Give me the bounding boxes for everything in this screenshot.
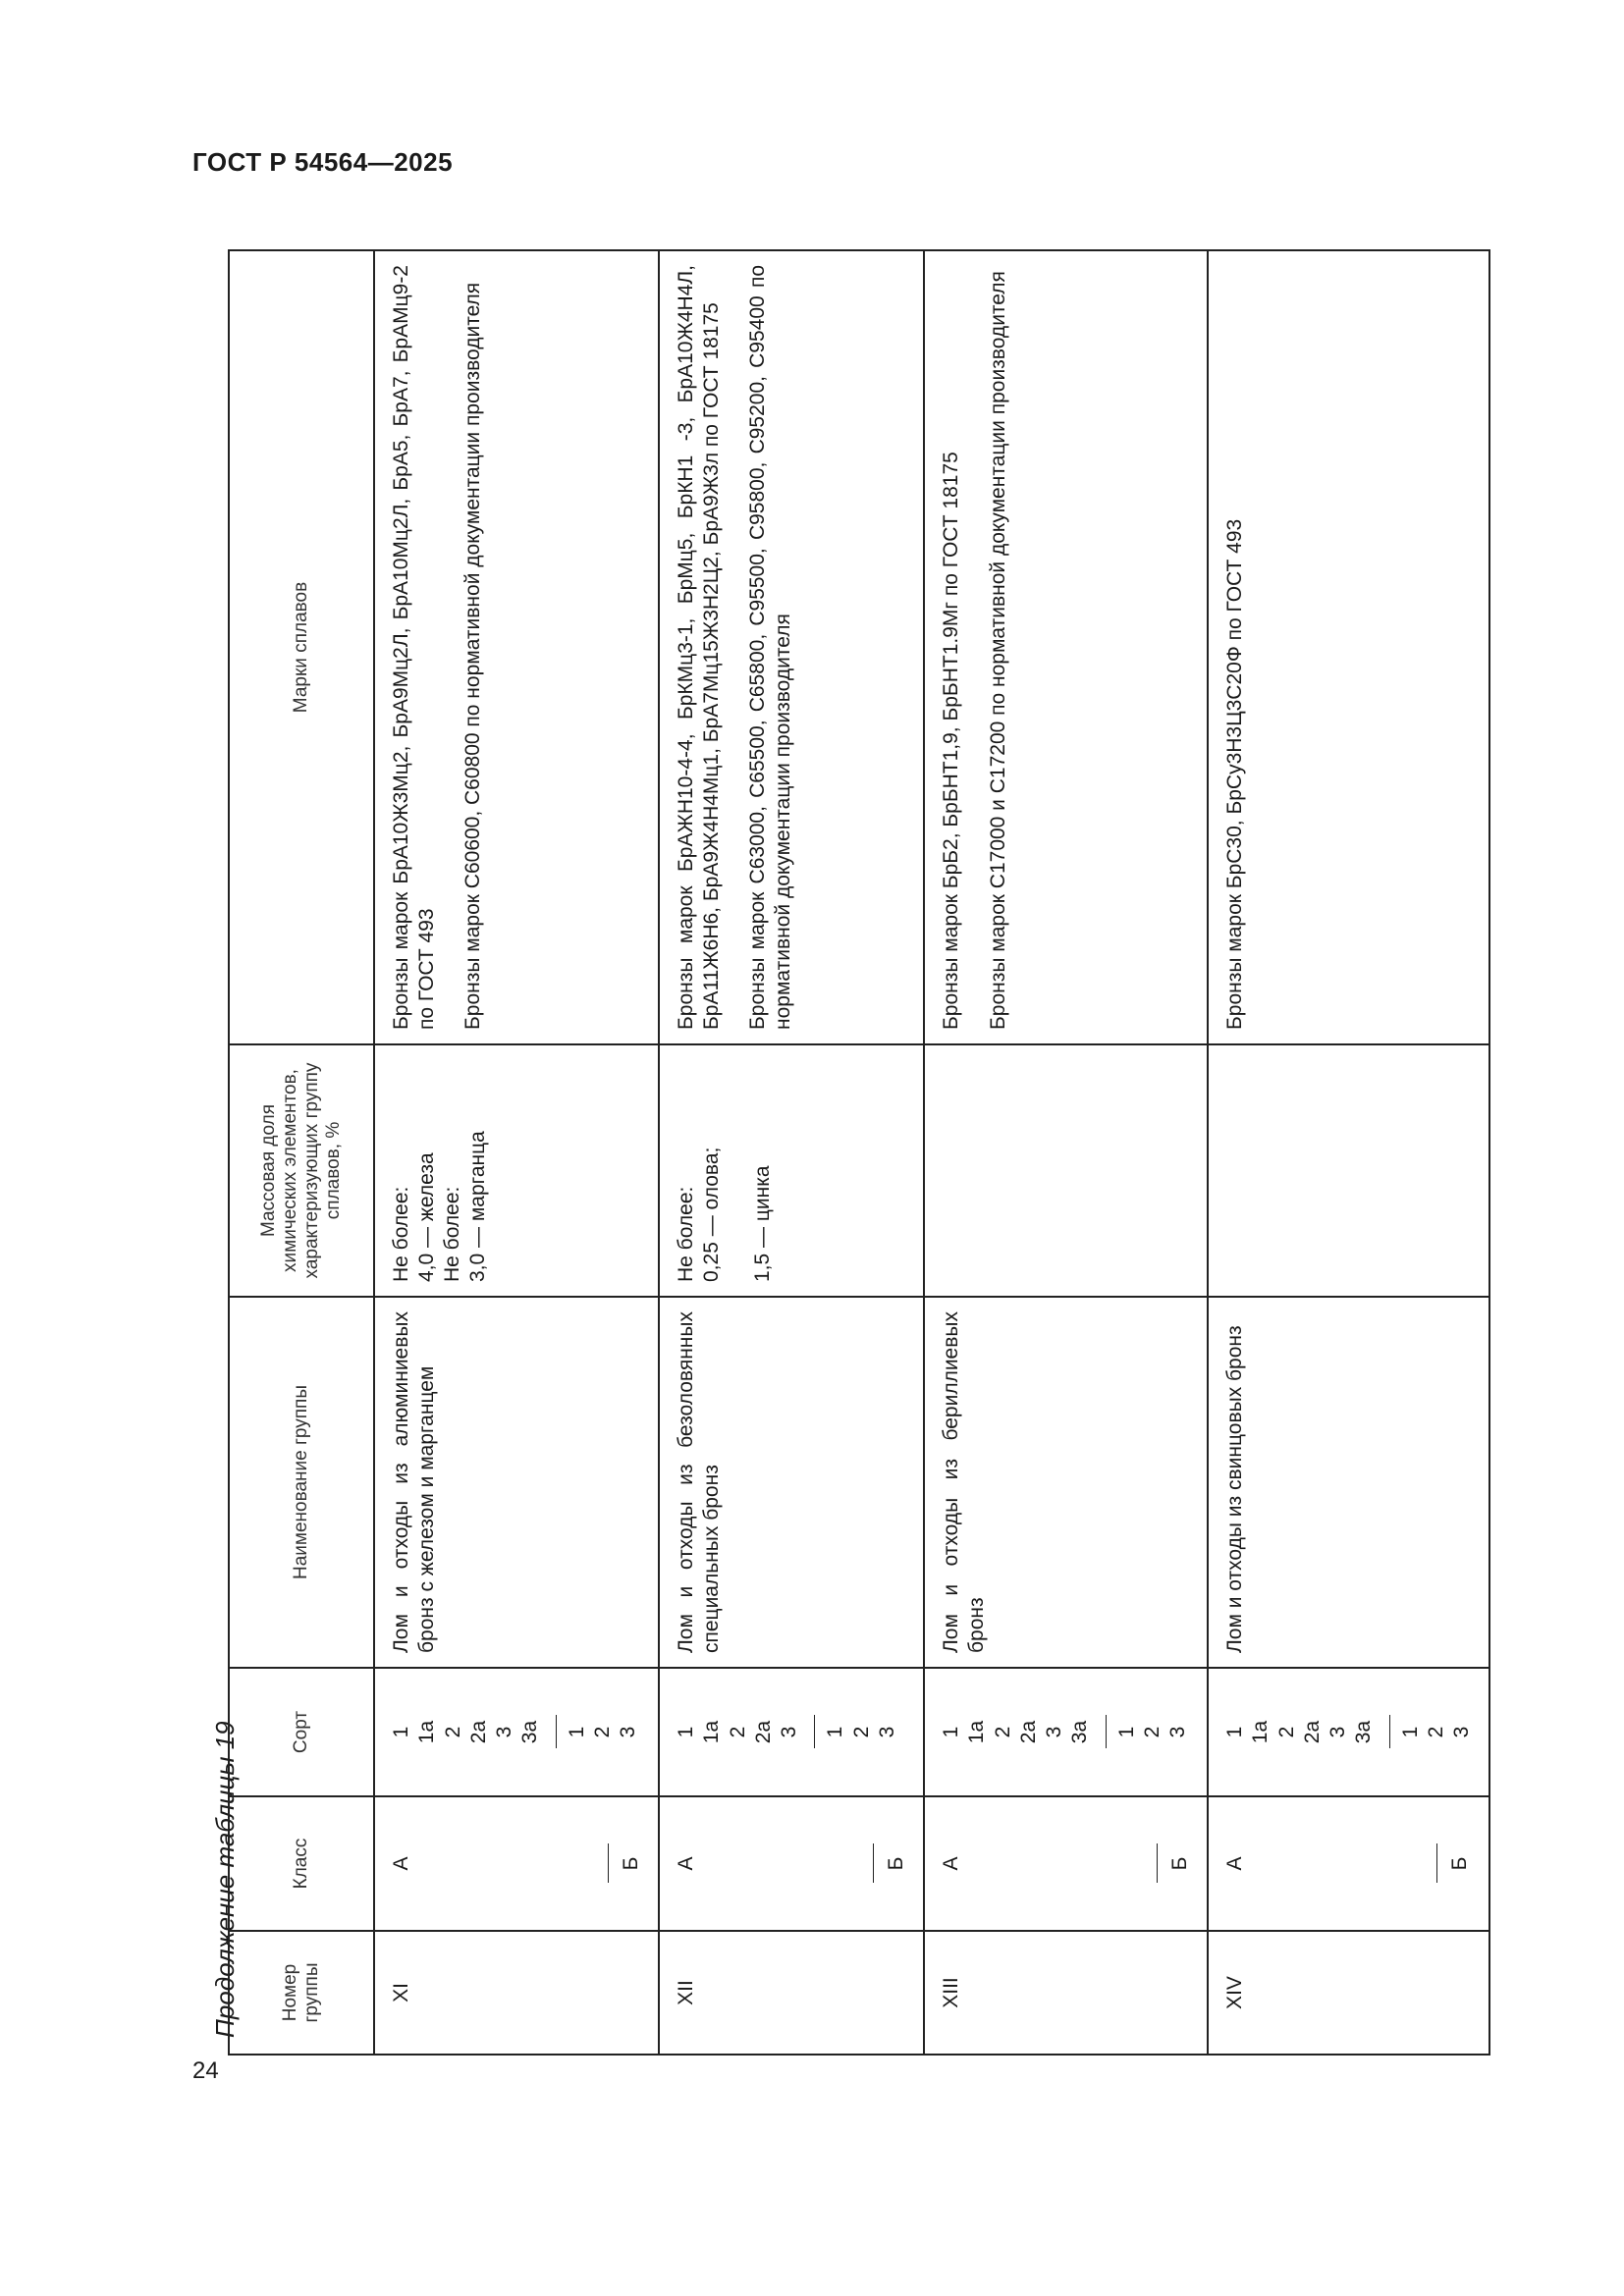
sort-value: 2а <box>466 1720 490 1744</box>
sort-value: 3 <box>875 1726 898 1738</box>
sort-value: 2а <box>1016 1720 1040 1744</box>
group-name-cell <box>659 1297 924 1668</box>
alloy-brands-text: Бронзы марок БрБ2, БрБНТ1,9, БрБНТ1.9Мг по ГОСТ 18175 <box>940 452 962 1030</box>
mass-fraction-line: 1,5 — цинка <box>751 1165 774 1282</box>
group-number-cell <box>659 1931 924 2055</box>
sort-cell <box>374 1668 659 1796</box>
group-number-cell <box>374 1931 659 2055</box>
mass-fraction-cell <box>374 1044 659 1297</box>
alloy-brands-cell <box>924 250 1208 1044</box>
class-cell <box>924 1796 1208 1931</box>
alloy-brands-cell <box>659 250 924 1044</box>
sort-value: 1 <box>1398 1726 1422 1738</box>
sort-value: 1 <box>824 1726 847 1738</box>
sort-value: 3 <box>1166 1726 1189 1738</box>
sort-value: 2 <box>1274 1726 1298 1738</box>
table-caption: Продолжение таблицы 19 <box>210 1721 240 2038</box>
col-header-alloy-brands: Марки сплавов <box>229 250 374 1044</box>
sort-list-a <box>1222 1682 1378 1782</box>
table-row <box>924 250 1208 2055</box>
sort-value: 1а <box>1249 1720 1272 1744</box>
sort-list-b <box>814 1716 900 1749</box>
class-a: А <box>675 1856 697 1871</box>
sort-value: 1 <box>390 1726 412 1738</box>
sort-list-a <box>674 1682 802 1782</box>
sort-value: 3 <box>1043 1726 1065 1738</box>
col-header-class: Класс <box>229 1796 374 1931</box>
group-name-cell <box>374 1297 659 1668</box>
sort-list-b <box>556 1716 642 1749</box>
group-name: Лом и отходы из свинцовых бронз <box>1223 1325 1246 1653</box>
table-header-row <box>229 250 374 2055</box>
sort-value: 1 <box>940 1726 962 1738</box>
group-name-cell <box>924 1297 1208 1668</box>
sort-value: 2 <box>991 1726 1014 1738</box>
alloy-brands-text: Бронзы марок БрАЖН10-4-4, БрКМц3-1, БрМц5, БрКН1 -3, БрА10Ж4Н4Л, БрА11Ж6Н6, БрА9Ж4Н4Мц1, БрА7Мц15Ж3Н2Ц2, БрА9Ж3л по ГОСТ 18175 <box>675 265 723 1030</box>
table-row <box>374 250 659 2055</box>
alloy-brands-text: Бронзы марок БрА10Ж3Мц2, БрА9Мц2Л, БрА10Мц2Л, БрА5, БрА7, БрАМц9-2 по ГОСТ 493 <box>390 265 438 1030</box>
sort-value: 1 <box>1114 1726 1138 1738</box>
group-number: XII <box>675 1980 697 2005</box>
mass-fraction-line: Не более: <box>441 1186 463 1282</box>
mass-fraction-line: 3,0 — марганца <box>466 1131 489 1282</box>
group-name-cell <box>1208 1297 1489 1668</box>
class-cell <box>374 1796 659 1931</box>
sort-value: 3а <box>518 1720 542 1744</box>
group-number: XIII <box>940 1977 962 2008</box>
sort-value: 2 <box>849 1726 873 1738</box>
sort-cell <box>659 1668 924 1796</box>
page-number: 24 <box>192 2057 219 2084</box>
sort-list-a <box>939 1682 1094 1782</box>
sort-value: 1 <box>565 1726 588 1738</box>
mass-fraction-line: 0,25 — олова; <box>700 1147 723 1282</box>
group-number: XIV <box>1223 1976 1246 2009</box>
sort-value: 2 <box>590 1726 614 1738</box>
class-b: Б <box>1436 1844 1473 1884</box>
mass-fraction-line: Не более: <box>675 1186 697 1282</box>
sort-list-b <box>1106 1716 1192 1749</box>
sort-value: 3 <box>778 1726 800 1738</box>
mass-fraction-line: Не более: <box>390 1186 412 1282</box>
class-cell <box>659 1796 924 1931</box>
sort-value: 3 <box>1450 1726 1473 1738</box>
class-a: А <box>940 1856 962 1871</box>
sort-value: 1а <box>415 1720 439 1744</box>
class-a: А <box>1223 1856 1246 1871</box>
class-cell <box>1208 1796 1489 1931</box>
mass-fraction-cell <box>659 1044 924 1297</box>
group-number-cell <box>924 1931 1208 2055</box>
sort-value: 2а <box>1300 1720 1324 1744</box>
sort-value: 2 <box>1424 1726 1447 1738</box>
mass-fraction-cell <box>1208 1044 1489 1297</box>
group-name: Лом и отходы из алюминиевых бронз с железом и марганцем <box>390 1311 438 1653</box>
col-header-sort: Сорт <box>229 1668 374 1796</box>
col-header-mass-fraction: Массовая доля химических элементов, характеризующих группу сплавов, % <box>229 1044 374 1297</box>
sort-list-b <box>1389 1716 1476 1749</box>
rotated-table-region <box>210 210 1534 2056</box>
sort-value: 1а <box>700 1720 724 1744</box>
group-name: Лом и отходы из безоловянных специальных бронз <box>675 1311 723 1653</box>
sort-value: 1 <box>675 1726 697 1738</box>
mass-fraction-line: 4,0 — железа <box>415 1152 438 1282</box>
sort-value: 2а <box>751 1720 775 1744</box>
col-header-group-number: Номер группы <box>229 1931 374 2055</box>
sort-value: 3а <box>1068 1720 1092 1744</box>
table-row <box>1208 250 1489 2055</box>
class-b: Б <box>608 1844 644 1884</box>
alloy-brands-text: Бронзы марок БрС30, БрСу3Н3Ц3С20Ф по ГОСТ 493 <box>1223 518 1246 1030</box>
sort-value: 2 <box>441 1726 464 1738</box>
sort-value: 2 <box>726 1726 749 1738</box>
alloy-brands-cell <box>1208 250 1489 1044</box>
group-number: XI <box>390 1983 412 2002</box>
class-b: Б <box>1157 1844 1193 1884</box>
sort-cell <box>924 1668 1208 1796</box>
sort-value: 3 <box>617 1726 639 1738</box>
group-name: Лом и отходы из бериллиевых бронз <box>940 1311 988 1653</box>
sort-value: 1 <box>1223 1726 1246 1738</box>
document-header: ГОСТ Р 54564—2025 <box>192 147 454 177</box>
alloy-brands-text: Бронзы марок С60600, С60800 по нормативной документации производителя <box>461 282 485 1030</box>
alloys-table <box>228 249 1490 2056</box>
sort-value: 2 <box>1140 1726 1164 1738</box>
sort-value: 3а <box>1352 1720 1376 1744</box>
sort-value: 1а <box>965 1720 989 1744</box>
sort-value: 3 <box>493 1726 515 1738</box>
sort-list-a <box>389 1682 544 1782</box>
class-b: Б <box>873 1844 909 1884</box>
sort-cell <box>1208 1668 1489 1796</box>
group-number-cell <box>1208 1931 1489 2055</box>
mass-fraction-cell <box>924 1044 1208 1297</box>
alloy-brands-text: Бронзы марок С63000, С65500, С65800, С95500, С95800, С95200, С95400 по нормативной документации производителя <box>746 265 794 1030</box>
class-a: А <box>390 1856 412 1871</box>
sort-value: 3 <box>1326 1726 1349 1738</box>
alloy-brands-text: Бронзы марок С17000 и С17200 по нормативной документации производителя <box>986 271 1009 1030</box>
col-header-group-name: Наименование группы <box>229 1297 374 1668</box>
alloy-brands-cell <box>374 250 659 1044</box>
table-row <box>659 250 924 2055</box>
mass-fraction-line <box>725 1059 750 1282</box>
